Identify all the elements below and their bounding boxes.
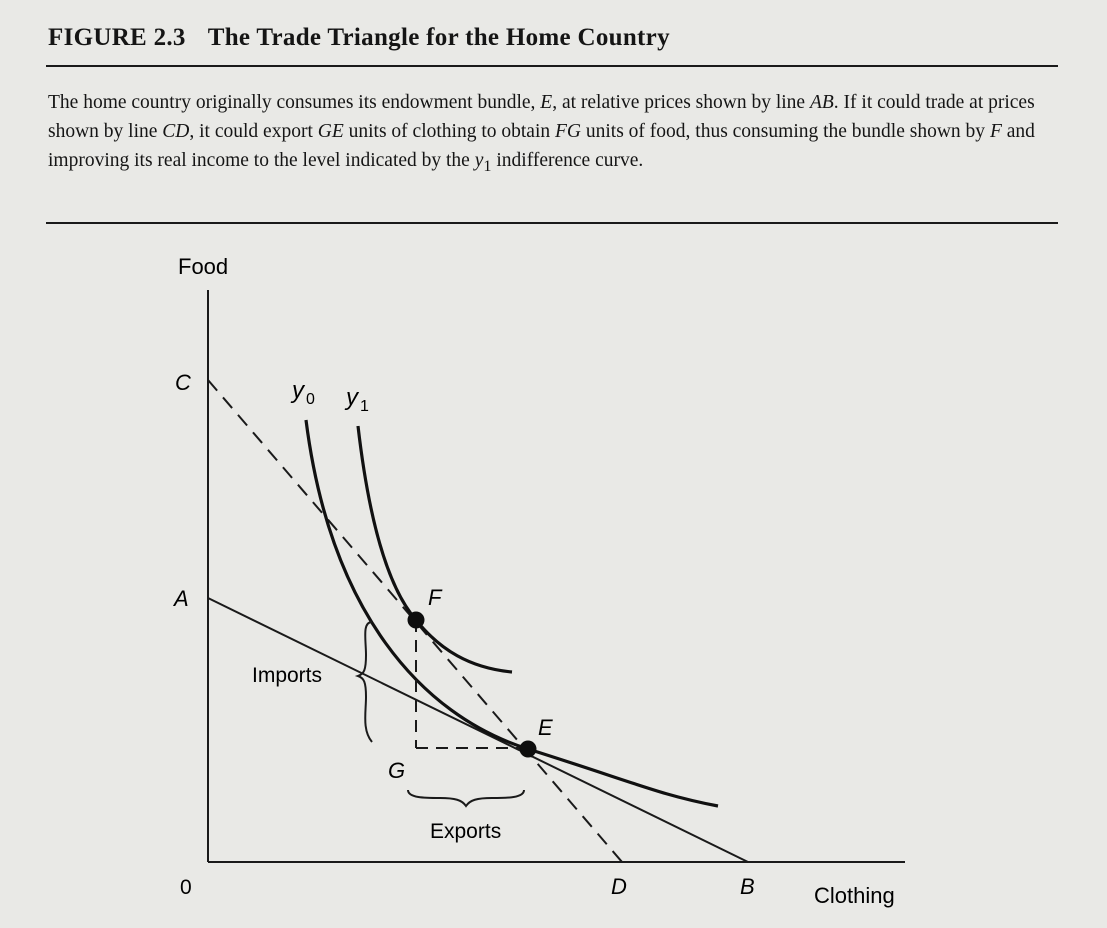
figure-number: FIGURE 2.3 bbox=[48, 24, 186, 51]
curve-y1-base: y bbox=[346, 384, 358, 411]
caption-text: units of clothing to obtain bbox=[343, 121, 555, 142]
point-e-label: E bbox=[538, 715, 553, 740]
caption-italic-f: F bbox=[989, 121, 1002, 142]
point-f-marker bbox=[408, 612, 425, 629]
caption-text: and improving its real income to the level indicated by the bbox=[48, 121, 1035, 171]
curve-y1-subscript: 1 bbox=[360, 398, 369, 415]
caption-italic-e: E bbox=[540, 92, 553, 113]
figure-title: The Trade Triangle for the Home Country bbox=[207, 24, 670, 51]
indifference-curve-y0 bbox=[306, 420, 718, 806]
exports-label: Exports bbox=[430, 820, 502, 843]
food-axis-label: Food bbox=[178, 254, 229, 279]
curve-y1-label bbox=[344, 384, 369, 415]
caption-text: indifference curve. bbox=[491, 150, 644, 171]
caption-italic-ab: AB bbox=[809, 92, 834, 113]
caption-text: , at relative prices shown by line bbox=[552, 92, 810, 113]
point-e-marker bbox=[520, 741, 537, 758]
point-b-label: B bbox=[740, 874, 755, 899]
point-f-label: F bbox=[428, 585, 442, 610]
point-g-label: G bbox=[388, 758, 406, 783]
clothing-axis-label: Clothing bbox=[814, 883, 895, 908]
caption-subscript: 1 bbox=[483, 156, 492, 175]
caption-italic-ge: GE bbox=[317, 121, 344, 142]
curve-y0-base: y bbox=[292, 377, 304, 404]
point-c-label: C bbox=[175, 370, 191, 395]
curve-y0-subscript: 0 bbox=[306, 391, 315, 408]
exports-brace bbox=[408, 790, 524, 806]
caption-italic-cd: CD bbox=[162, 121, 190, 142]
curve-y0-label bbox=[290, 377, 315, 408]
caption-text: , it could export bbox=[189, 121, 318, 142]
point-d-label: D bbox=[611, 874, 627, 899]
caption-italic-fg: FG bbox=[554, 121, 581, 142]
caption-text: . If it could trade at prices shown by line bbox=[48, 92, 1035, 142]
caption-text: The home country originally consumes its endowment bundle, bbox=[48, 92, 541, 113]
origin-label: 0 bbox=[180, 876, 192, 899]
caption-italic-y: y bbox=[474, 150, 484, 171]
caption-text: units of food, thus consuming the bundle shown by bbox=[580, 121, 990, 142]
imports-brace bbox=[358, 622, 372, 742]
imports-label: Imports bbox=[252, 664, 323, 687]
point-a-label: A bbox=[174, 586, 189, 611]
